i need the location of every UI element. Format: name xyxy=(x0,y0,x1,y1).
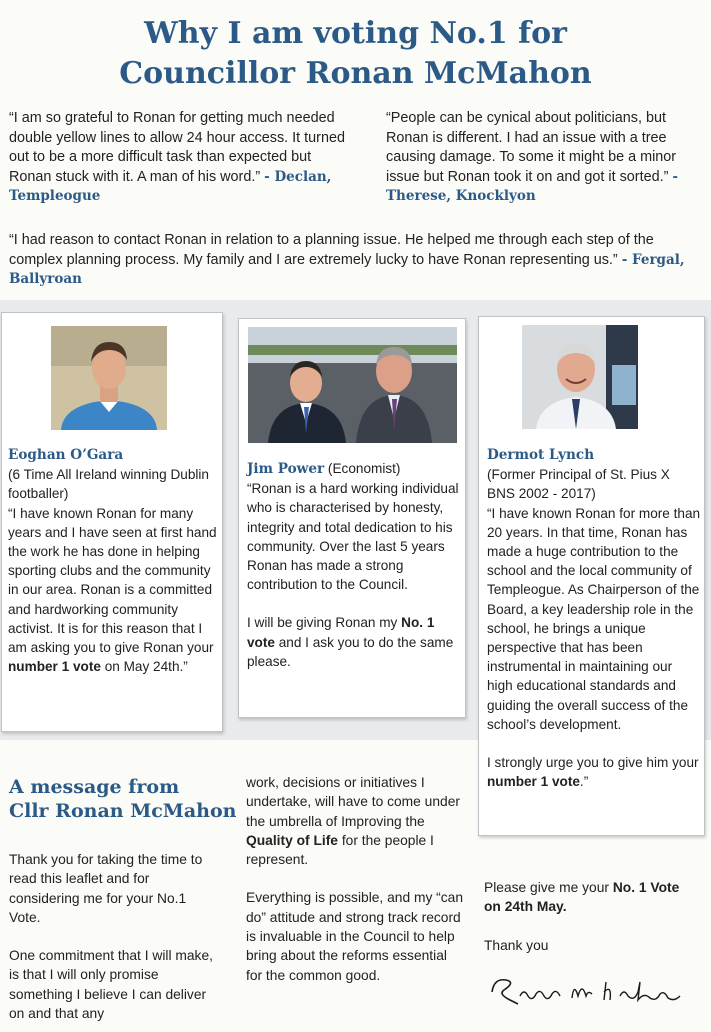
message-paragraph: One commitment that I will make, is that I will only promise something I believe I can deliver on and that any xyxy=(9,948,213,1022)
signature xyxy=(488,970,684,1015)
endorser-role: (Former Principal of St. Pius X BNS 2002 - 2017) xyxy=(487,467,670,502)
message-paragraph: Thank you for taking the time to read this leaflet and for considering me for your No.1 Vote. xyxy=(9,852,203,925)
endorser-quote: “I have known Ronan for many years and I have seen at first hand the work he has done in helping sporting clubs and the community in our area. Ronan is a committed and hardworking community activist. It is for this reason that I am asking you to give Ronan your xyxy=(8,505,217,656)
testimonial-declan: “I am so grateful to Ronan for getting much needed double yellow lines to allow 24 hour access. It turned out to be a more difficult task than expected but Ronan stuck with it. A man of his word.” - Declan, Templeogue xyxy=(9,110,345,204)
message-column-2 xyxy=(246,773,464,985)
message-paragraph: work, decisions or initiatives I undertake, will have to come under the umbrella of Improving the Quality of Life for the people I represent. xyxy=(246,775,460,868)
message-column-3 xyxy=(484,878,694,955)
endorser-name: Jim Power xyxy=(247,461,325,477)
thank-you: Thank you xyxy=(484,937,549,953)
testimonial-attribution: - Declan, Templeogue xyxy=(9,168,332,204)
title-line-2: Councillor Ronan McMahon xyxy=(119,56,592,91)
jim-photo xyxy=(248,327,457,443)
endorsement-dermot: Dermot Lynch (Former Principal of St. Pius X BNS 2002 - 2017) “I have known Ronan for more than 20 years. In that time, Ronan has made a huge contribution to the school and the local community of Templeogue. As Chairperson of the Board, a key leadership role in the school, he brings a unique perspective that has been instrumental in maintaining our high educational standards and guiding the overall success of the school’s development. I strongly urge you to give him your number 1 vote.” xyxy=(487,447,701,790)
endorser-name: Dermot Lynch xyxy=(487,447,595,463)
message-paragraph: Everything is possible, and my “can do” attitude and strong track record is invaluable in the Council to help bring about the reforms essential for the common good. xyxy=(246,890,464,983)
endorser-quote: “I have known Ronan for more than 20 years. In that time, Ronan has made a huge contribution to the school and the local community of Templeogue. As Chairperson of the Board, a key leadership role in the school, he brings a unique perspective that has been instrumental in maintaining our high educational standards and guiding the overall success of the school’s development. xyxy=(487,505,701,732)
endorser-name: Eoghan O’Gara xyxy=(8,447,124,463)
message-column-1 xyxy=(9,850,217,1023)
endorsement-eoghan: Eoghan O’Gara (6 Time All Ireland winning Dublin footballer) “I have known Ronan for many years and I have seen at first hand the work he has done in helping sporting clubs and the community in our area. Ronan is a committed and hardworking community activist. It is for this reason that I am asking you to give Ronan your number 1 vote on May 24th.” xyxy=(8,447,217,675)
message-heading: A message from Cllr Ronan McMahon xyxy=(9,776,237,822)
endorser-quote: “Ronan is a hard working individual who is characterised by honesty, integrity and total dedication to his community. Over the last 5 years Ronan has made a strong contribution to the Council. xyxy=(247,481,459,593)
vote-request: Please give me your No. 1 Vote on 24th May. xyxy=(484,880,680,915)
testimonial-attribution: - Therese, Knocklyon xyxy=(386,168,678,204)
dermot-photo xyxy=(522,325,638,429)
page-title xyxy=(0,14,711,94)
testimonial-fergal: “I had reason to contact Ronan in relation to a planning issue. He helped me through each step of the complex planning process. My family and I are extremely lucky to have Ronan representing us.” - Fergal, Ballyroan xyxy=(9,232,685,287)
eoghan-photo xyxy=(51,326,167,430)
endorser-role: (6 Time All Ireland winning Dublin footballer) xyxy=(8,467,209,502)
endorsement-jim: Jim Power (Economist) “Ronan is a hard working individual who is characterised by honesty, integrity and total dedication to his community. Over the last 5 years Ronan has made a strong contribution to the Council. I will be giving Ronan my No. 1 vote and I ask you to do the same please. xyxy=(247,461,459,669)
endorser-role: (Economist) xyxy=(324,461,401,476)
testimonial-attribution: - Fergal, Ballyroan xyxy=(9,251,685,287)
title-line-1: Why I am voting No.1 for xyxy=(144,16,567,51)
testimonial-therese: “People can be cynical about politicians, but Ronan is different. I had an issue with a tree causing damage. To some it might be a minor issue but Ronan took it on and got it sorted.” - Therese, Knocklyon xyxy=(386,110,678,204)
